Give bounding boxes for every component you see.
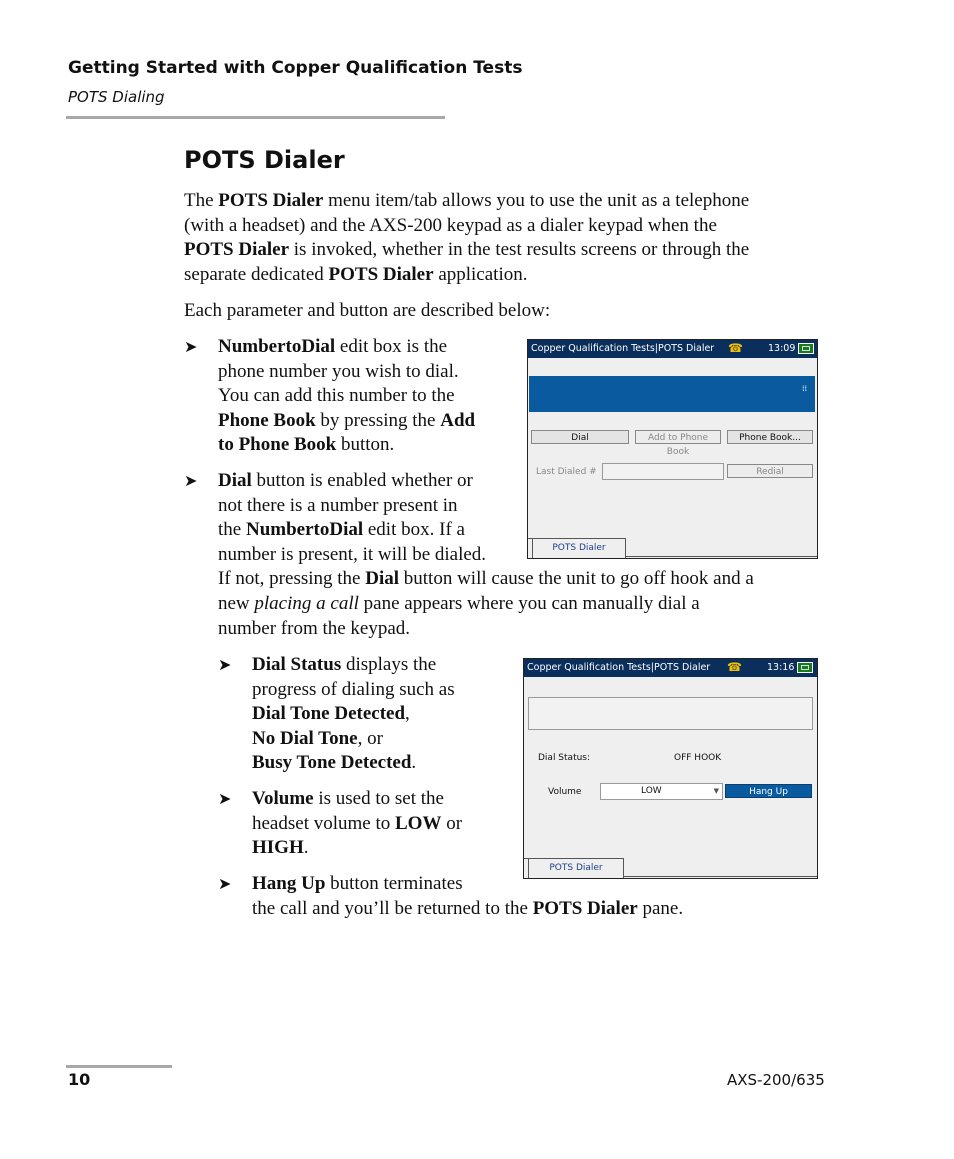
phone-icon: ☎	[728, 341, 743, 355]
hang-up-button[interactable]: Hang Up	[725, 784, 812, 798]
redial-button[interactable]: Redial	[727, 464, 813, 478]
chapter-title: Getting Started with Copper Qualification Tests	[68, 58, 523, 78]
bullet-icon: ➤	[218, 791, 232, 808]
intro-paragraph: The POTS Dialer menu item/tab allows you to use the unit as a telephone (with a headset) and the AXS-200 keypad as a dialer keypad when the POTS Dialer is invoked, whether in the test results screens or through the separate dedicated POTS Dialer application.	[184, 190, 750, 285]
tab-line	[624, 876, 817, 877]
window-title: Copper Qualification Tests|POTS Dialer	[527, 662, 711, 673]
dial-status-value: OFF HOOK	[674, 753, 722, 763]
described-text: Each parameter and button are described below:	[184, 300, 551, 321]
clock: 13:16	[767, 662, 795, 673]
bullet-icon: ➤	[218, 657, 232, 674]
clock: 13:09	[768, 343, 796, 354]
tab-pots-dialer[interactable]: POTS Dialer	[528, 858, 624, 878]
tab-pots-dialer[interactable]: POTS Dialer	[532, 538, 626, 558]
screenshot-placing-call	[523, 658, 818, 879]
item-dial-status: Dial Status displays the progress of dialing such as Dial Tone Detected, No Dial Tone, or Busy Tone Detected.	[252, 654, 455, 774]
dialed-number-display	[528, 697, 813, 730]
bullet-icon: ➤	[184, 473, 198, 490]
page-heading: POTS Dialer	[184, 146, 345, 174]
battery-icon	[797, 662, 813, 673]
chevron-down-icon[interactable]: ▼	[713, 787, 719, 795]
item-dial: Dial button is enabled whether or not there is a number present in the NumbertoDial edit box. If a number is present, it will be dialed. If not, pressing the Dial button will cause the unit to go off hook and a new placing a call pane appears where you can manually dial a number from the keypad.	[218, 470, 754, 639]
dial-button[interactable]: Dial	[531, 430, 629, 444]
item-hang-up: Hang Up button terminates the call and you’ll be returned to the POTS Dialer pane.	[252, 873, 684, 919]
last-dialed-label: Last Dialed #	[536, 467, 597, 477]
phone-icon: ☎	[727, 660, 742, 674]
section-title: POTS Dialing	[68, 88, 165, 106]
volume-label: Volume	[548, 787, 582, 797]
footer-rule	[66, 1065, 172, 1068]
product-name: AXS-200/635	[727, 1071, 825, 1089]
last-dialed-field[interactable]	[602, 463, 724, 480]
item-volume: Volume is used to set the headset volume to LOW or HIGH.	[252, 788, 463, 859]
header-rule	[66, 116, 445, 119]
add-to-phone-book-button[interactable]: Add to Phone Book	[635, 430, 721, 444]
volume-select[interactable]	[600, 783, 723, 800]
battery-icon	[798, 343, 814, 354]
volume-value: LOW	[641, 786, 662, 796]
window-title: Copper Qualification Tests|POTS Dialer	[531, 343, 715, 354]
item-numbertodial: NumbertoDial edit box is the phone number you wish to dial. You can add this number to the Phone Book by pressing the Add to Phone Book button.	[218, 336, 476, 456]
tab-line	[626, 556, 817, 557]
title-bar	[528, 340, 817, 358]
number-to-dial-field[interactable]	[529, 376, 815, 412]
screenshot-pots-dialer	[527, 339, 818, 559]
bullet-icon: ➤	[184, 339, 198, 356]
bullet-icon: ➤	[218, 876, 232, 893]
phone-book-button[interactable]: Phone Book...	[727, 430, 813, 444]
dial-status-label: Dial Status:	[538, 753, 591, 763]
page-number: 10	[68, 1070, 91, 1089]
title-bar	[524, 659, 817, 677]
keypad-icon[interactable]: ⁞⁞	[802, 384, 808, 393]
